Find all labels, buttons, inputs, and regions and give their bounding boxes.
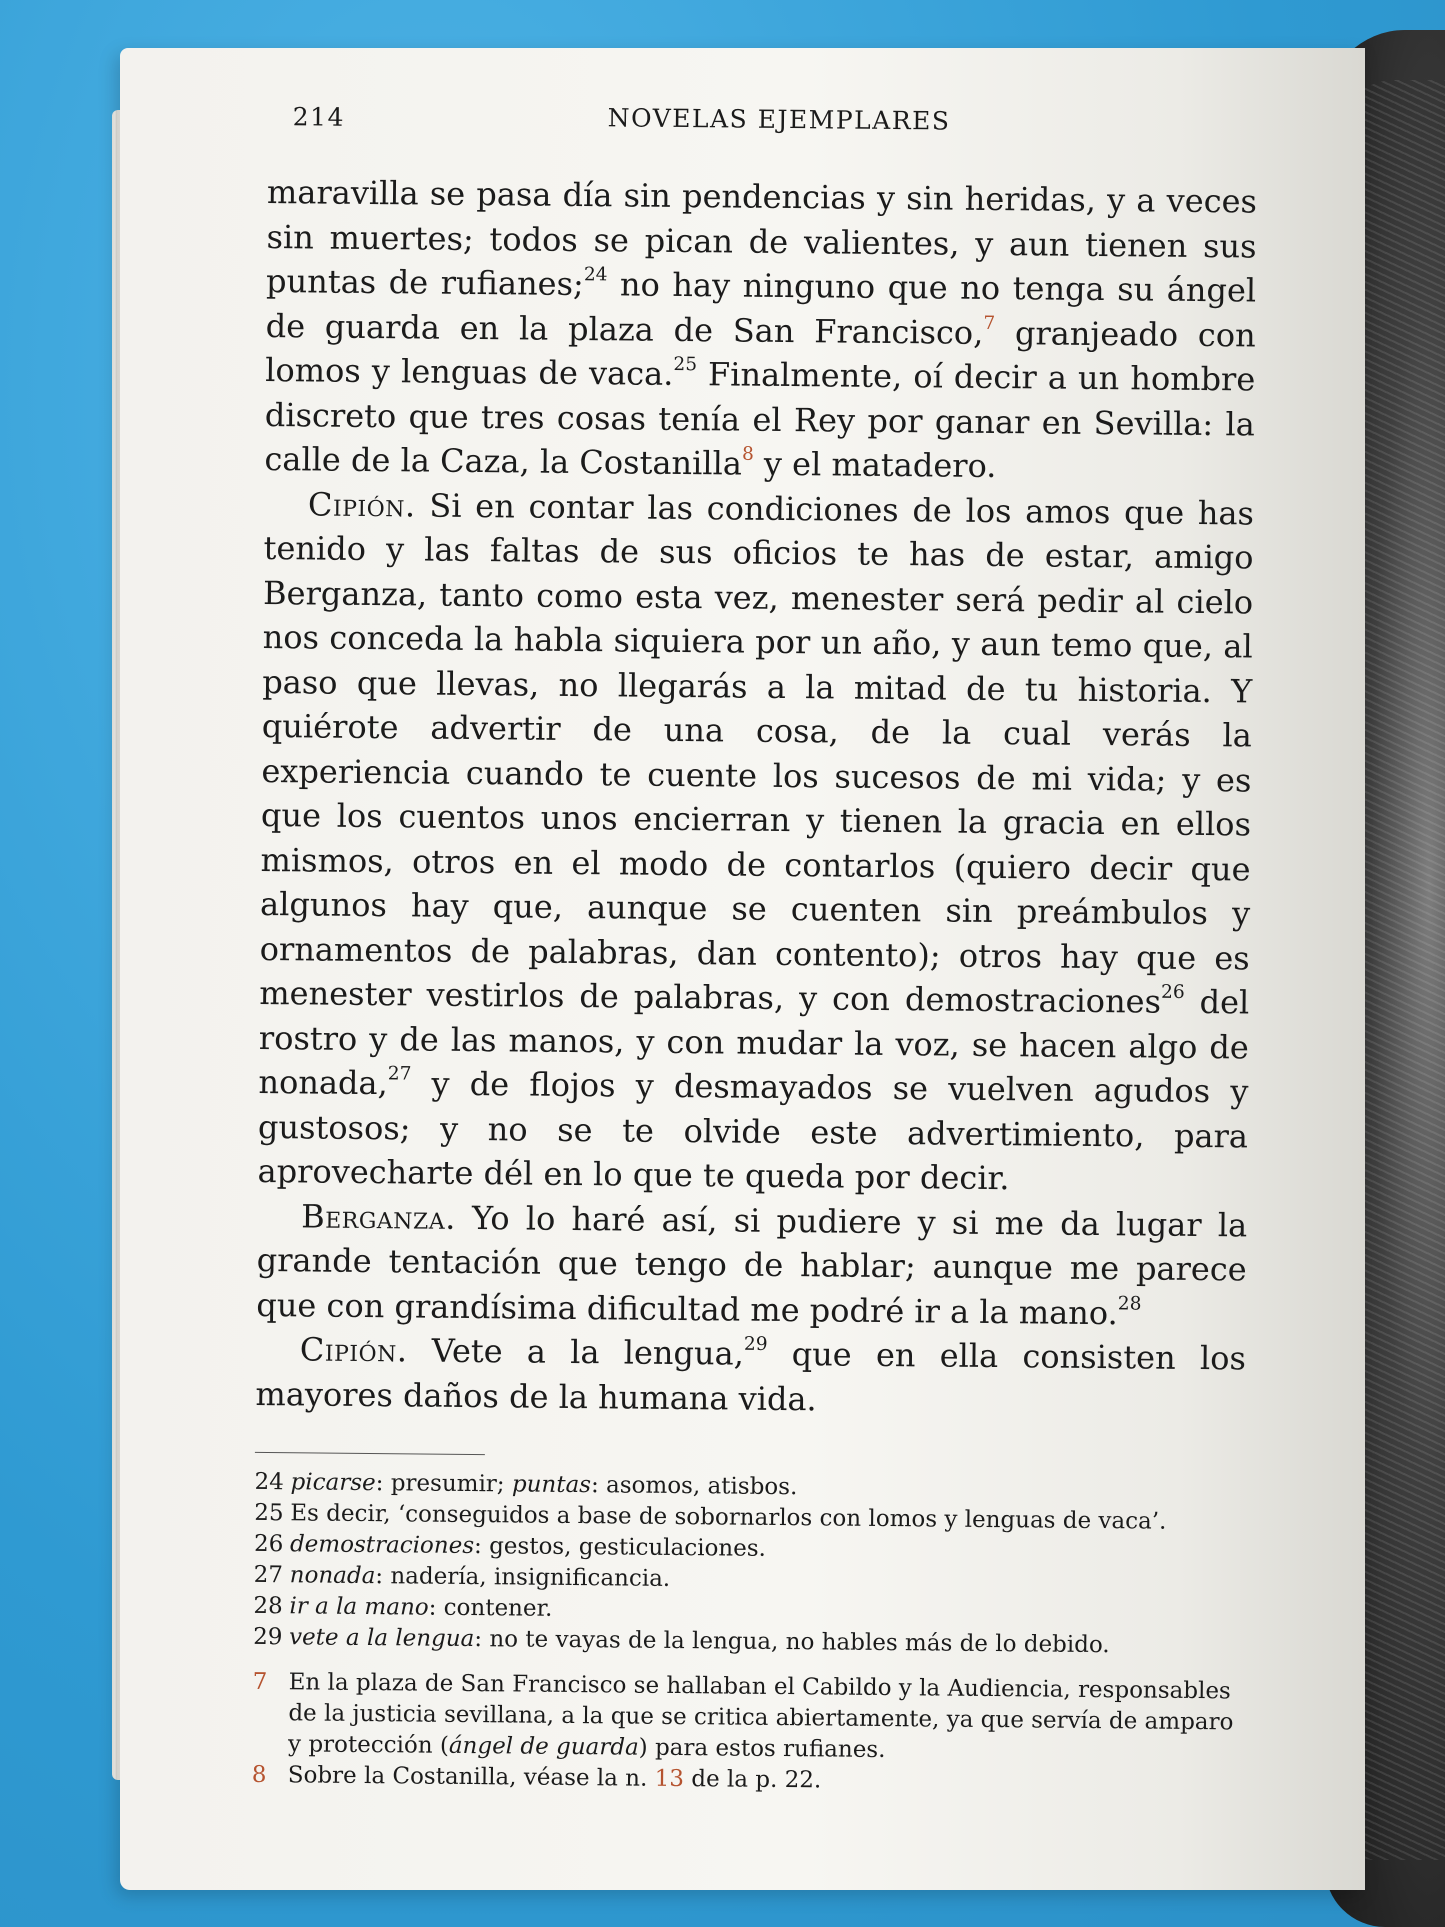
editor-notes [252,1667,1243,1800]
editor-note: 8 Sobre la Costanilla, véase la n. 13 de la p. 22. [251,1761,822,1794]
paragraph: Berganza. Yo lo haré así, si pudiere y si me da lugar la grande tentación que tengo de hablar; aunque me parece que con grandísima dificultad me podré ir a la mano.$^{28}$ [256,1196,1248,1332]
footnote-ref: 29 [743,1333,768,1356]
footnotes [253,1467,1245,1662]
footnote: 24 picarse: presumir; puntas: asomos, atisbos. [254,1468,798,1501]
footnote-ref: 26 [1161,981,1185,1003]
page-content [252,88,1258,1800]
footnote-ref: 24 [583,264,608,286]
footnote: 26 demostraciones: gestos, gesticulaciones. [253,1530,767,1562]
page-number: 214 [292,102,346,132]
footnote-rule [255,1452,485,1455]
footnote-ref: 25 [673,354,698,376]
footnote: 29 vete a la lengua: no te vayas de la lengua, no hables más de lo debido. [253,1623,1110,1659]
speaker-name: Berganza. [300,1196,457,1237]
body-text [255,170,1257,1425]
footnote-ref: 27 [387,1063,412,1085]
footnote: 27 nonada: nadería, insignificancia. [253,1561,671,1592]
running-head [267,88,1258,158]
speaker-name: Cipión. [299,1330,408,1370]
footnote-ref: 28 [1117,1292,1142,1315]
note-ref: 7 [983,312,996,334]
paragraph: Cipión. Si en contar las condiciones de los amos que has tenido y las faltas de sus oficios te has de estar, amigo Berganza, tanto como esta vez, menester será pedir al cielo nos conceda la habla siquiera por un año, y aun temo que, al paso que llevas, no llegarás a la mitad de tu historia. Y quiérote advertir de una cosa, de la cual verás la experiencia cuando te cuente los sucesos de mi vida; y es que los cuentos unos encierran y tienen la gracia en ellos mismos, otros en el modo de contarlos (quiero decir que algunos hay que, aunque se cuenten sin preámbulos y ornamentos de palabras, dan contento); otros hay que es menester vestirlos de palabras, y con demostraciones$^{26}$ del rostro y de las manos, y con mudar la voz, se hacen algo de nonada,$^{27}$ y de flojos y desmayados se vuelven agudos y gustosos; y no se te olvide este advertimiento, para aprovecharte dél en lo que te queda por decir. [257,484,1255,1198]
book-title: NOVELAS EJEMPLARES [607,103,951,136]
editor-note: 7 En la plaza de San Francisco se hallaban el Cabildo y la Audiencia, responsables de la justicia sevillana, a la que se critica abiertamente, ya que servía de amparo y protección (ángel de guarda) para estos rufianes. [252,1668,1234,1764]
paragraph: maravilla se pasa día sin pendencias y sin heridas, y a veces sin muertes; todos se pican de valientes, y aun tienen sus puntas de rufianes;$^{24}$ no hay ninguno que no tenga su ángel de guarda en la plaza de San Francisco,$^7$ granjeado con lomos y lenguas de vaca.$^{25}$ Finalmente, oí decir a un hombre discreto que tres cosas tenía el Rey por ganar en Sevilla: la calle de la Caza, la Costanilla$^8$ y el matadero. [264,172,1258,486]
speaker-name: Cipión. [307,484,416,524]
paragraph: Cipión. Vete a la lengua,$^{29}$ que en ella consisten los mayores daños de la humana vida. [255,1330,1247,1418]
footnote: 25 Es decir, ‘conseguidos a base de sobornarlos con lomos y lenguas de vaca’. [254,1499,1167,1535]
footnote: 28 ir a la mano: contener. [253,1592,553,1622]
note-ref: 8 [741,443,754,465]
